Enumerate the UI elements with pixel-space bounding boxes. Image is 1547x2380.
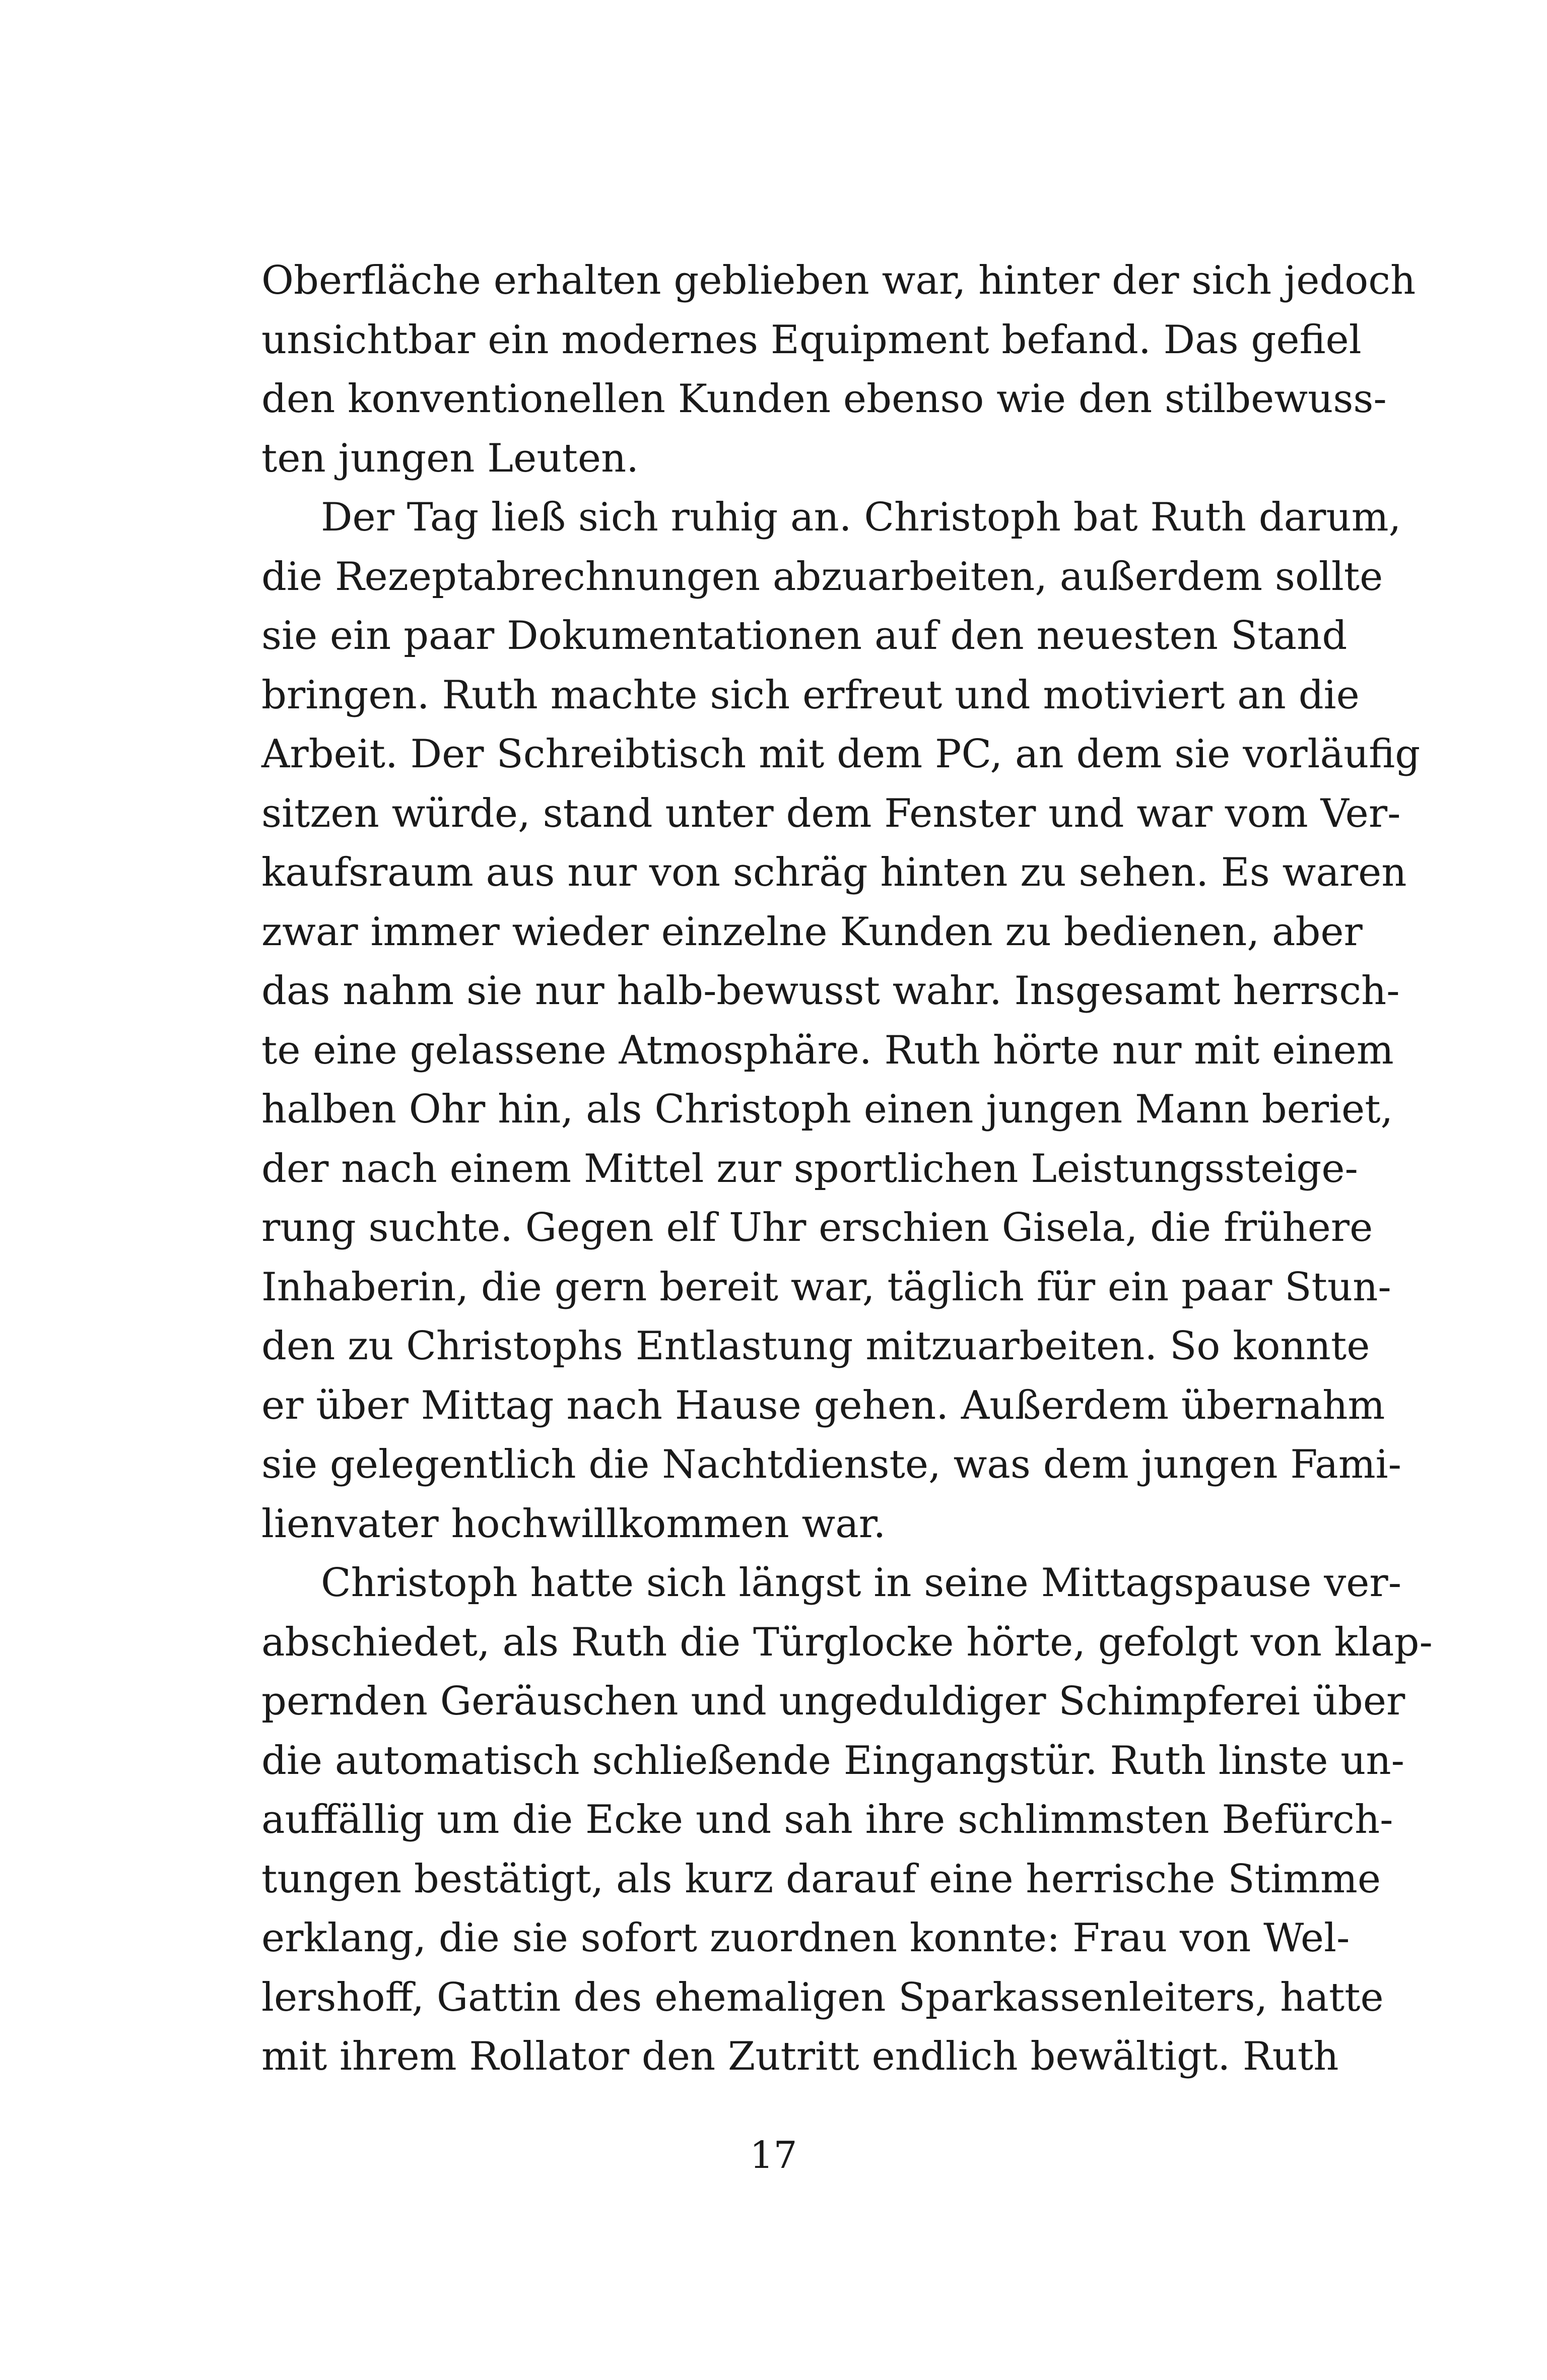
text-line: der nach einem Mittel zur sportlichen Leistungssteige- [261, 1146, 1358, 1192]
body-text [261, 251, 1433, 2087]
text-line: unsichtbar ein modernes Equipment befand. Das gefiel [261, 317, 1362, 363]
text-line: er über Mittag nach Hause gehen. Außerdem übernahm [261, 1382, 1385, 1428]
page-number: 17 [750, 2134, 797, 2177]
text-line: tungen bestätigt, als kurz darauf eine herrische Stimme [261, 1856, 1381, 1902]
text-line: sie ein paar Dokumentationen auf den neuesten Stand [261, 613, 1348, 658]
text-line: ten jungen Leuten. [261, 435, 639, 481]
text-line: halben Ohr hin, als Christoph einen jungen Mann beriet, [261, 1087, 1393, 1132]
text-line: bringen. Ruth machte sich erfreut und motiviert an die [261, 672, 1360, 718]
text-line: Arbeit. Der Schreibtisch mit dem PC, an dem sie vorläufig [261, 732, 1421, 777]
text-line: den konventionellen Kunden ebenso wie den stilbewuss- [261, 376, 1387, 422]
text-line: sitzen würde, stand unter dem Fenster und war vom Ver- [261, 790, 1401, 836]
text-line: te eine gelassene Atmosphäre. Ruth hörte nur mit einem [261, 1027, 1394, 1073]
text-line: lershoff, Gattin des ehemaligen Sparkassenleiters, hatte [261, 1974, 1384, 2020]
text-line: Oberfläche erhalten geblieben war, hinter der sich jedoch [261, 258, 1416, 303]
text-line: mit ihrem Rollator den Zutritt endlich bewältigt. Ruth [261, 2034, 1339, 2079]
text-line: Der Tag ließ sich ruhig an. Christoph bat Ruth darum, [321, 495, 1401, 540]
text-line: die Rezeptabrechnungen abzuarbeiten, außerdem sollte [261, 554, 1383, 600]
text-line: Inhaberin, die gern bereit war, täglich für ein paar Stun- [261, 1264, 1391, 1310]
text-line: sie gelegentlich die Nachtdienste, was dem jungen Fami- [261, 1442, 1401, 1487]
text-line: das nahm sie nur halb-bewusst wahr. Insgesamt herrsch- [261, 968, 1400, 1014]
text-line: rung suchte. Gegen elf Uhr erschien Gisela, die frühere [261, 1205, 1373, 1250]
text-line: auffällig um die Ecke und sah ihre schlimmsten Befürch- [261, 1797, 1393, 1842]
text-line: kaufsraum aus nur von schräg hinten zu sehen. Es waren [261, 850, 1407, 895]
text-line: pernden Geräuschen und ungeduldiger Schimpferei über [261, 1679, 1405, 1724]
text-line: den zu Christophs Entlastung mitzuarbeiten. So konnte [261, 1324, 1370, 1369]
text-line: abschiedet, als Ruth die Türglocke hörte, gefolgt von klap- [261, 1619, 1433, 1665]
text-line: erklang, die sie sofort zuordnen konnte: Frau von Wel- [261, 1915, 1350, 1961]
text-line: Christoph hatte sich längst in seine Mittagspause ver- [321, 1560, 1402, 1606]
text-line: die automatisch schließende Eingangstür. Ruth linste un- [261, 1738, 1405, 1783]
text-line: lienvater hochwillkommen war. [261, 1501, 886, 1547]
text-line: zwar immer wieder einzelne Kunden zu bedienen, aber [261, 909, 1363, 955]
